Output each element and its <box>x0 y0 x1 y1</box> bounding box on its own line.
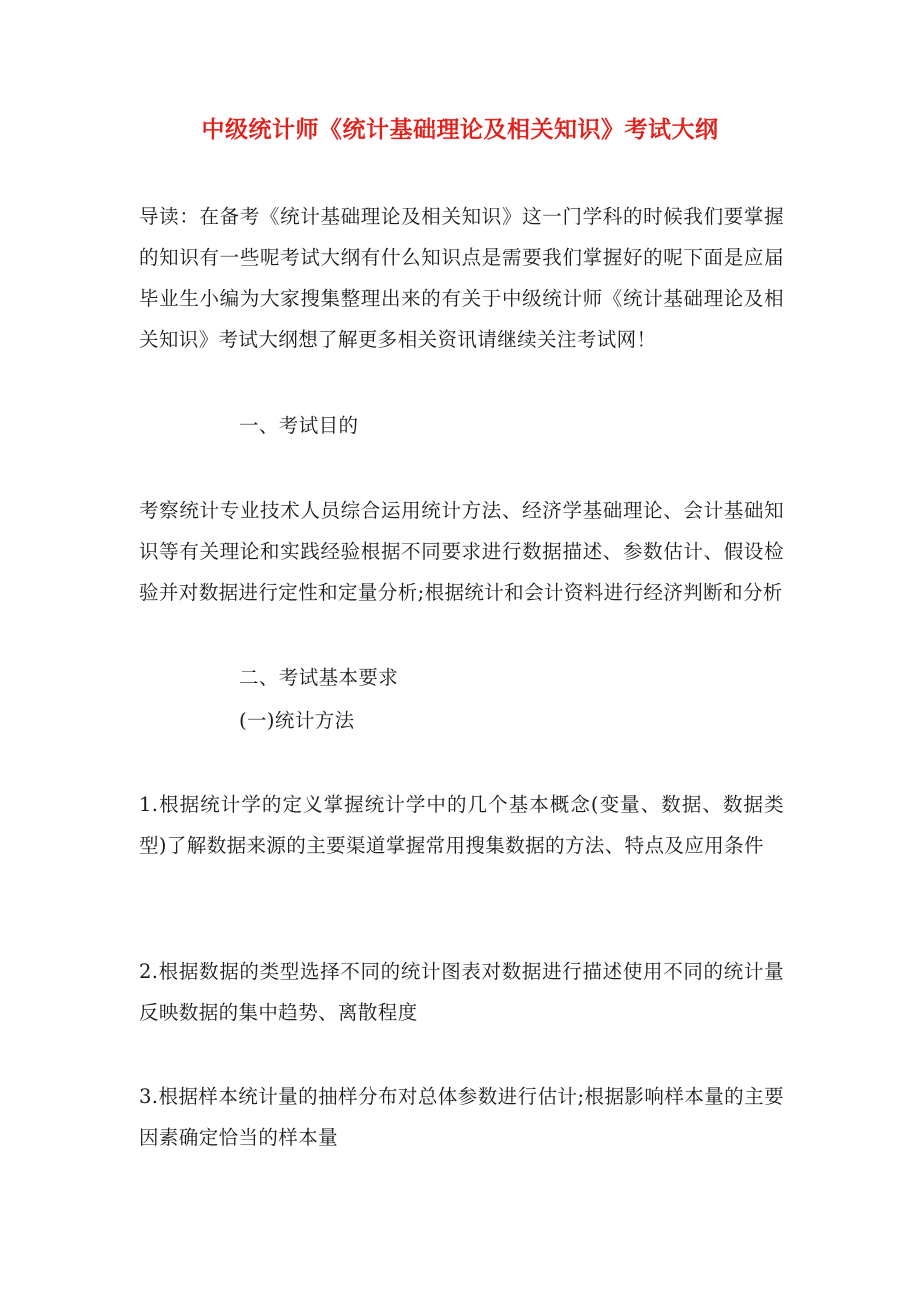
list-item: 2.根据数据的类型选择不同的统计图表对数据进行描述使用不同的统计量反映数据的集中趋势、离散程度 <box>139 960 784 1024</box>
subsection-heading-statistical-methods: (一)统计方法 <box>239 709 355 732</box>
section-heading-basic-requirements: 二、考试基本要求 <box>239 666 399 689</box>
list-item: 3.根据样本统计量的抽样分布对总体参数进行估计;根据影响样本量的主要因素确定恰当的样本量 <box>139 1085 784 1149</box>
section-heading-exam-purpose: 一、考试目的 <box>239 414 359 437</box>
document-title: 中级统计师《统计基础理论及相关知识》考试大纲 <box>201 117 719 143</box>
intro-paragraph: 导读：在备考《统计基础理论及相关知识》这一门学科的时候我们要掌握的知识有一些呢考试大纲有什么知识点是需要我们掌握好的呢下面是应届毕业生小编为大家搜集整理出来的有关于中级统计师《统计基础理论及相关知识》考试大纲想了解更多相关资讯请继续关注考试网！ <box>139 205 784 351</box>
exam-purpose-paragraph: 考察统计专业技术人员综合运用统计方法、经济学基础理论、会计基础知识等有关理论和实践经验根据不同要求进行数据描述、参数估计、假设检验并对数据进行定性和定量分析;根据统计和会计资料进行经济判断和分析 <box>139 499 784 604</box>
list-item: 1.根据统计学的定义掌握统计学中的几个基本概念(变量、数据、数据类型)了解数据来源的主要渠道掌握常用搜集数据的方法、特点及应用条件 <box>139 793 784 857</box>
